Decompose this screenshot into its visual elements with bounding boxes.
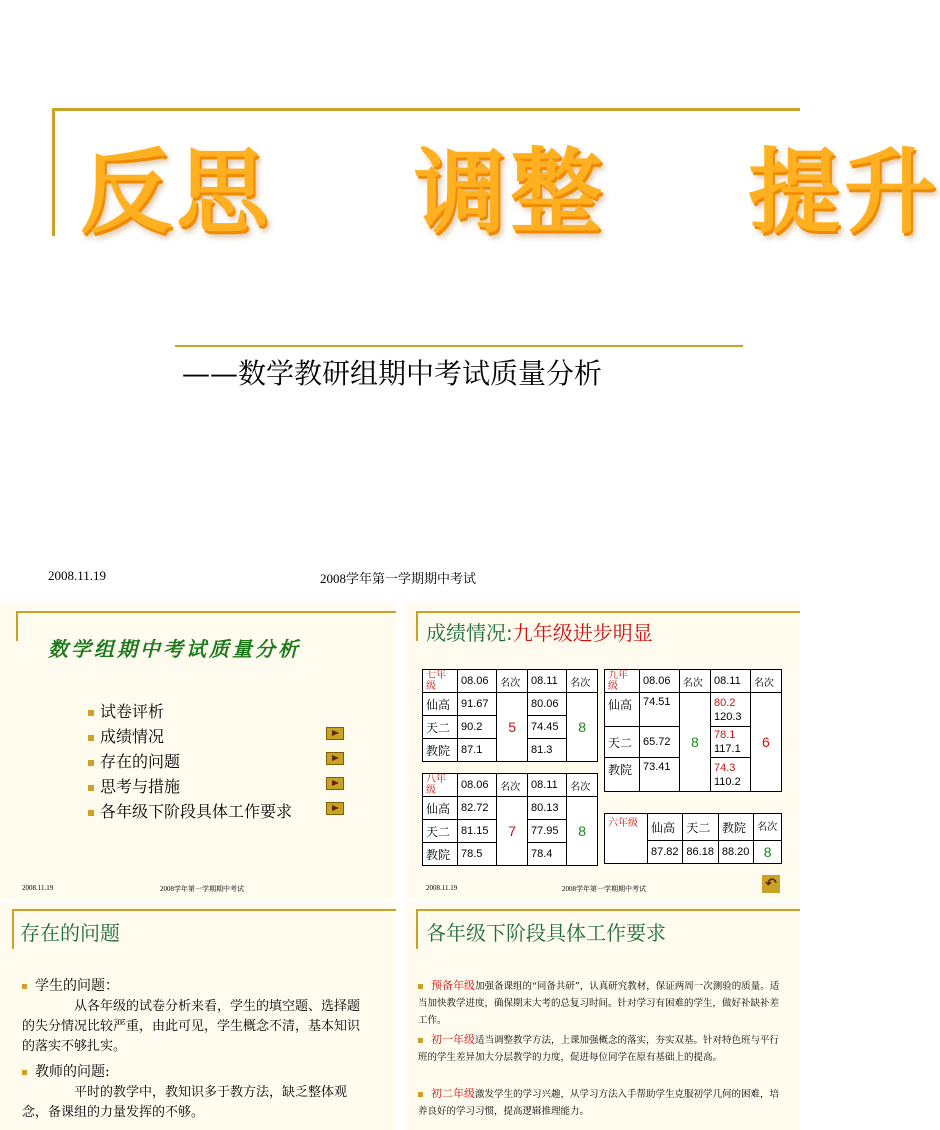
col-header: 08.06 bbox=[458, 774, 497, 797]
bullet-icon bbox=[88, 735, 94, 741]
col-header: 名次 bbox=[750, 670, 781, 693]
col-header: 08.06 bbox=[458, 670, 497, 693]
col-header: 仙高 bbox=[648, 814, 683, 841]
play-arrow-icon[interactable] bbox=[326, 752, 344, 765]
table-row bbox=[605, 670, 782, 693]
student-problem-heading: 学生的问题： bbox=[22, 975, 119, 995]
col-header: 天二 bbox=[683, 814, 718, 841]
grade8-label: 八年级 bbox=[423, 774, 458, 797]
bullet-icon bbox=[88, 760, 94, 766]
score-cell: 77.95 bbox=[527, 820, 566, 843]
score-cell: 78.4 bbox=[527, 843, 566, 866]
requirement-item-1: 预备年级加强备课组的“同备共研”，认真研究教材，保证两周一次测验的质量。适当加快教学进度，确保期末大考的总复习时间。针对学习有困难的学生，做好补缺补差工作。 bbox=[418, 979, 780, 1026]
col-header: 名次 bbox=[679, 670, 710, 693]
score-cell: 80.13 bbox=[527, 797, 566, 820]
student-problem-text: 从各年级的试卷分析来看，学生的填空题、选择题的失分情况比较严重，由此可见，学生概念不清，基本知识的落实不够扎实。 bbox=[22, 999, 361, 1054]
col-header: 08.11 bbox=[710, 670, 750, 693]
score-cell: 87.1 bbox=[458, 739, 497, 762]
panel-vertical-rule bbox=[416, 611, 418, 641]
rank-cell: 8 bbox=[567, 693, 598, 762]
col-header: 08.11 bbox=[527, 774, 566, 797]
rank-cell: 5 bbox=[497, 693, 528, 762]
score-cell: 78.1 117.1 bbox=[710, 727, 750, 758]
slide-subtitle: ——数学教研组期中考试质量分析 bbox=[182, 357, 603, 390]
col-header: 名次 bbox=[567, 670, 598, 693]
bullet-icon bbox=[418, 1092, 423, 1097]
bullet-icon bbox=[88, 785, 94, 791]
school-name: 仙高 bbox=[423, 797, 458, 820]
col-header: 名次 bbox=[754, 814, 782, 841]
school-name: 天二 bbox=[423, 820, 458, 843]
gold-top-rule bbox=[52, 108, 800, 111]
panel-vertical-rule bbox=[416, 909, 418, 949]
table-row bbox=[605, 693, 782, 727]
school-name: 教院 bbox=[605, 758, 640, 792]
col-header: 08.06 bbox=[640, 670, 680, 693]
score-cell: 80.2 120.3 bbox=[710, 693, 750, 727]
score-cell: 78.5 bbox=[458, 843, 497, 866]
problems-slide bbox=[0, 903, 396, 1130]
bullet-icon bbox=[22, 1070, 27, 1075]
score-cell: 65.72 bbox=[640, 727, 680, 758]
outline-item-2[interactable]: 成绩情况 bbox=[88, 724, 164, 747]
grade9-label: 九年级 bbox=[605, 670, 640, 693]
teacher-problem-text: 平时的教学中，教知识多于教方法，缺乏整体观念，备课组的力量发挥的不够。 bbox=[22, 1085, 348, 1120]
requirements-slide bbox=[404, 903, 800, 1130]
slide-date: 2008.11.19 bbox=[48, 568, 107, 583]
col-header: 名次 bbox=[497, 670, 528, 693]
gold-vertical-rule bbox=[52, 108, 55, 236]
outline-item-1[interactable]: 试卷评析 bbox=[88, 699, 164, 722]
panel-vertical-rule bbox=[12, 909, 14, 949]
score-cell: 87.82 bbox=[648, 841, 683, 864]
score-cell: 90.2 bbox=[458, 716, 497, 739]
school-name: 天二 bbox=[605, 727, 640, 758]
grade9-table bbox=[604, 669, 782, 792]
panel-footer-date: 2008.11.19 bbox=[22, 884, 54, 892]
rank-cell: 8 bbox=[679, 693, 710, 792]
scores-title: 成绩情况:九年级进步明显 bbox=[426, 621, 653, 645]
col-header: 08.11 bbox=[527, 670, 566, 693]
outline-slide bbox=[0, 603, 396, 899]
bullet-icon bbox=[22, 984, 27, 989]
school-name: 仙高 bbox=[423, 693, 458, 716]
score-cell: 82.72 bbox=[458, 797, 497, 820]
title-word-3: 提升 bbox=[748, 139, 940, 246]
rank-cell: 6 bbox=[750, 693, 781, 792]
gold-subtitle-rule bbox=[175, 345, 743, 347]
play-arrow-icon[interactable] bbox=[326, 802, 344, 815]
scores-slide bbox=[404, 603, 800, 899]
school-name: 教院 bbox=[423, 739, 458, 762]
score-cell: 74.51 bbox=[640, 693, 680, 727]
bullet-icon bbox=[88, 810, 94, 816]
panel-footer-text: 2008学年第一学期期中考试 bbox=[160, 885, 244, 893]
problems-title: 存在的问题 bbox=[20, 921, 120, 945]
score-cell: 74.3 110.2 bbox=[710, 758, 750, 792]
grade7-label: 七年级 bbox=[423, 670, 458, 693]
table-row bbox=[423, 670, 598, 693]
score-cell: 88.20 bbox=[718, 841, 753, 864]
col-header: 教院 bbox=[718, 814, 753, 841]
slide-main-title bbox=[80, 138, 940, 248]
rank-cell: 8 bbox=[754, 841, 782, 864]
requirement-item-2: 初一年级适当调整教学方法，上课加强概念的落实，夯实双基。针对特色班与平行班的学生差异加大分层教学的力度，促进每位同学在原有基础上的提高。 bbox=[418, 1033, 780, 1063]
table-row bbox=[605, 814, 782, 841]
col-header: 名次 bbox=[497, 774, 528, 797]
outline-item-5[interactable]: 各年级下阶段具体工作要求 bbox=[88, 799, 292, 822]
bullet-icon bbox=[418, 1038, 423, 1043]
panel-top-rule bbox=[16, 611, 396, 613]
teacher-problem-heading: 教师的问题: bbox=[22, 1061, 110, 1081]
slide-footer: 2008学年第一学期期中考试 bbox=[320, 571, 477, 586]
requirement-item-3: 初二年级激发学生的学习兴趣，从学习方法入手帮助学生克服初学几何的困难，培养良好的学习习惯，提高逻辑推理能力。 bbox=[418, 1087, 780, 1117]
score-cell: 74.45 bbox=[527, 716, 566, 739]
grade8-table bbox=[422, 773, 598, 866]
score-cell: 81.15 bbox=[458, 820, 497, 843]
panel-top-rule bbox=[416, 611, 800, 613]
grade6-table bbox=[604, 813, 782, 864]
title-word-1: 反思 bbox=[80, 139, 273, 246]
score-cell: 80.06 bbox=[527, 693, 566, 716]
bullet-icon bbox=[418, 984, 423, 989]
panel-footer-text: 2008学年第一学期期中考试 bbox=[562, 885, 646, 893]
grade7-table bbox=[422, 669, 598, 762]
grade6-label: 六年级 bbox=[605, 814, 648, 864]
panel-top-rule bbox=[12, 909, 396, 911]
return-arrow-icon[interactable]: ↶ bbox=[762, 875, 780, 893]
outline-title: 数学组期中考试质量分析 bbox=[48, 637, 301, 661]
col-header: 名次 bbox=[567, 774, 598, 797]
play-arrow-icon[interactable] bbox=[326, 727, 344, 740]
rank-cell: 8 bbox=[567, 797, 598, 866]
score-cell: 91.67 bbox=[458, 693, 497, 716]
requirements-title: 各年级下阶段具体工作要求 bbox=[426, 921, 666, 945]
school-name: 仙高 bbox=[605, 693, 640, 727]
school-name: 天二 bbox=[423, 716, 458, 739]
table-row bbox=[423, 774, 598, 797]
school-name: 教院 bbox=[423, 843, 458, 866]
score-cell: 81.3 bbox=[527, 739, 566, 762]
rank-cell: 7 bbox=[497, 797, 528, 866]
title-word-2: 调整 bbox=[414, 139, 607, 246]
score-cell: 86.18 bbox=[683, 841, 718, 864]
outline-item-4[interactable]: 思考与措施 bbox=[88, 774, 180, 797]
panel-footer-date: 2008.11.19 bbox=[426, 884, 458, 892]
panel-top-rule bbox=[416, 909, 800, 911]
bullet-icon bbox=[88, 710, 94, 716]
table-row bbox=[423, 693, 598, 716]
score-cell: 73.41 bbox=[640, 758, 680, 792]
outline-item-3[interactable]: 存在的问题 bbox=[88, 749, 180, 772]
panel-vertical-rule bbox=[16, 611, 18, 641]
table-row bbox=[423, 797, 598, 820]
play-arrow-icon[interactable] bbox=[326, 777, 344, 790]
